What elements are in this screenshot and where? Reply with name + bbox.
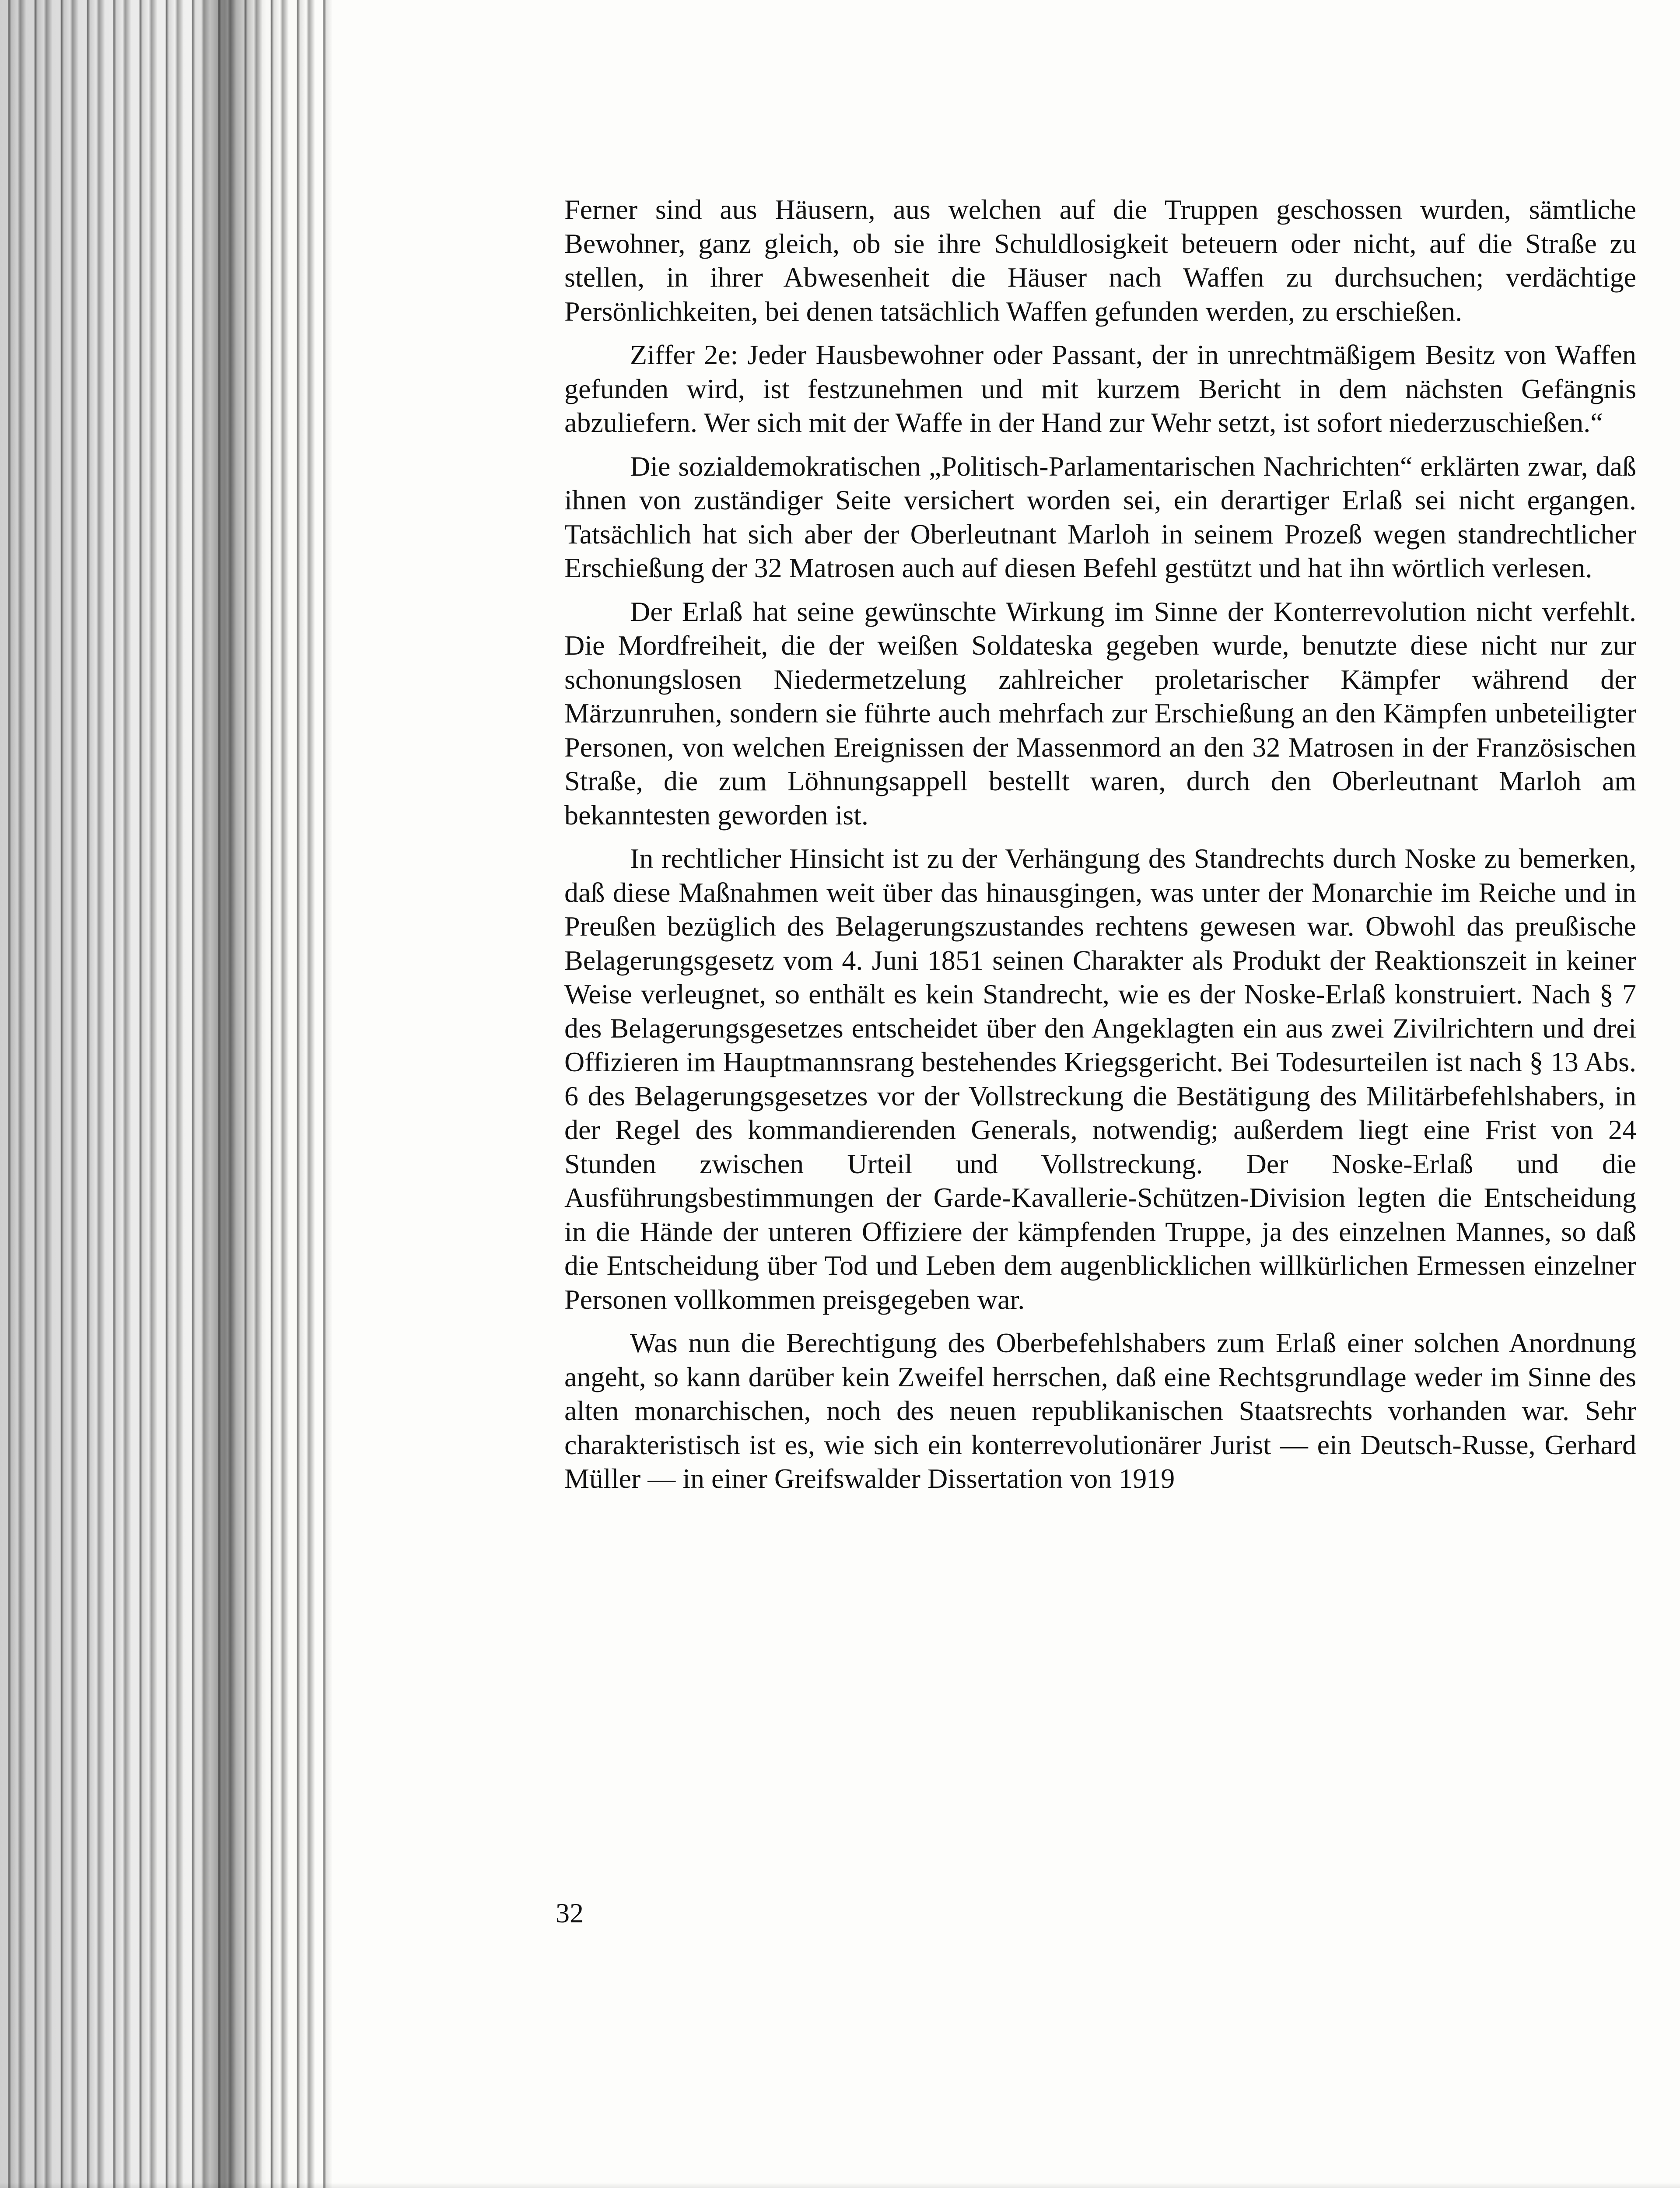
- page-number: 32: [556, 1897, 584, 1929]
- paragraph-5: In rechtlicher Hinsicht ist zu der Verhängung des Standrechts durch Noske zu bemerken, daß diese Maßnahmen weit über das hinausgingen, was unter der Monarchie im Reiche und in Preußen bezüglich des Belagerungszustandes rechtens gewesen war. Obwohl das preußische Belagerungsgesetz vom 4. Juni 1851 seinen Charakter als Produkt der Reaktionszeit in keiner Weise verleugnet, so enthält es kein Standrecht, wie es der Noske-Erlaß konstruiert. Nach § 7 des Belagerungsgesetzes entscheidet über den Angeklagten ein aus zwei Zivilrichtern und drei Offizieren im Hauptmannsrang bestehendes Kriegsgericht. Bei Todesurteilen ist nach § 13 Abs. 6 des Belagerungsgesetzes vor der Vollstreckung die Bestätigung des Militärbefehlshabers, in der Regel des kommandierenden Generals, notwendig; außerdem liegt eine Frist von 24 Stunden zwischen Urteil und Vollstreckung. Der Noske-Erlaß und die Ausführungsbestimmungen der Garde-Kavallerie-Schützen-Division legten die Entscheidung in die Hände der unteren Offiziere der kämpfenden Truppe, ja des einzelnen Mannes, so daß die Entscheidung über Tod und Leben dem augenblicklichen willkürlichen Ermessen einzelner Personen vollkommen preisgegeben war.: [564, 843, 1636, 1315]
- paragraph-2: Ziffer 2e: Jeder Hausbewohner oder Passant, der in unrechtmäßigem Besitz von Waffen gefunden wird, ist festzunehmen und mit kurzem Bericht in dem nächsten Gefängnis abzuliefern. Wer sich mit der Waffe in der Hand zur Wehr setzt, ist sofort niederzuschießen.“: [564, 339, 1636, 438]
- paragraph-3: Die sozialdemokratischen „Politisch-Parlamentarischen Nachrichten“ erklärten zwar, daß ihnen von zuständiger Seite versichert worden sei, ein derartiger Erlaß sei nicht ergangen. Tatsächlich hat sich aber der Oberleutnant Marloh in seinem Prozeß wegen standrechtlicher Erschießung der 32 Matrosen auch auf diesen Befehl gestützt und hat ihn wörtlich verlesen.: [564, 450, 1636, 583]
- paragraph-4: Der Erlaß hat seine gewünschte Wirkung im Sinne der Konterrevolution nicht verfehlt. Die Mordfreiheit, die der weißen Soldateska gegeben wurde, benutzte diese nicht nur zur schonungslosen Niedermetzelung zahlreicher proletarischer Kämpfer während der Märzunruhen, sondern sie führte auch mehrfach zur Erschießung an den Kämpfen unbeteiligter Personen, von welchen Ereignissen der Massenmord an den 32 Matrosen in der Französischen Straße, die zum Löhnungsappell bestellt waren, durch den Oberleutnant Marloh am bekanntesten geworden ist.: [564, 596, 1636, 831]
- bottom-scan-shadow: [0, 2182, 1680, 2188]
- paragraph-6: Was nun die Berechtigung des Oberbefehlshabers zum Erlaß einer solchen Anordnung angeht, so kann darüber kein Zweifel herrschen, daß eine Rechtsgrundlage weder im Sinne des alten monarchischen, noch des neuen republikanischen Staatsrechts vorhanden war. Sehr charakteristisch ist es, wie sich ein konterrevolutionärer Jurist — ein Deutsch-Russe, Gerhard Müller — in einer Greifswalder Dissertation von 1919: [564, 1327, 1636, 1494]
- paragraph-1: Ferner sind aus Häusern, aus welchen auf die Truppen geschossen wurden, sämtliche Bewohner, ganz gleich, ob sie ihre Schuldlosigkeit beteuern oder nicht, auf die Straße zu stellen, in ihrer Abwesenheit die Häuser nach Waffen zu durchsuchen; verdächtige Persönlichkeiten, bei denen tatsächlich Waffen gefunden werden, zu erschießen.: [564, 194, 1636, 327]
- book-edge-scan-shadow: [0, 0, 332, 2188]
- page-body-text: [564, 193, 1636, 1496]
